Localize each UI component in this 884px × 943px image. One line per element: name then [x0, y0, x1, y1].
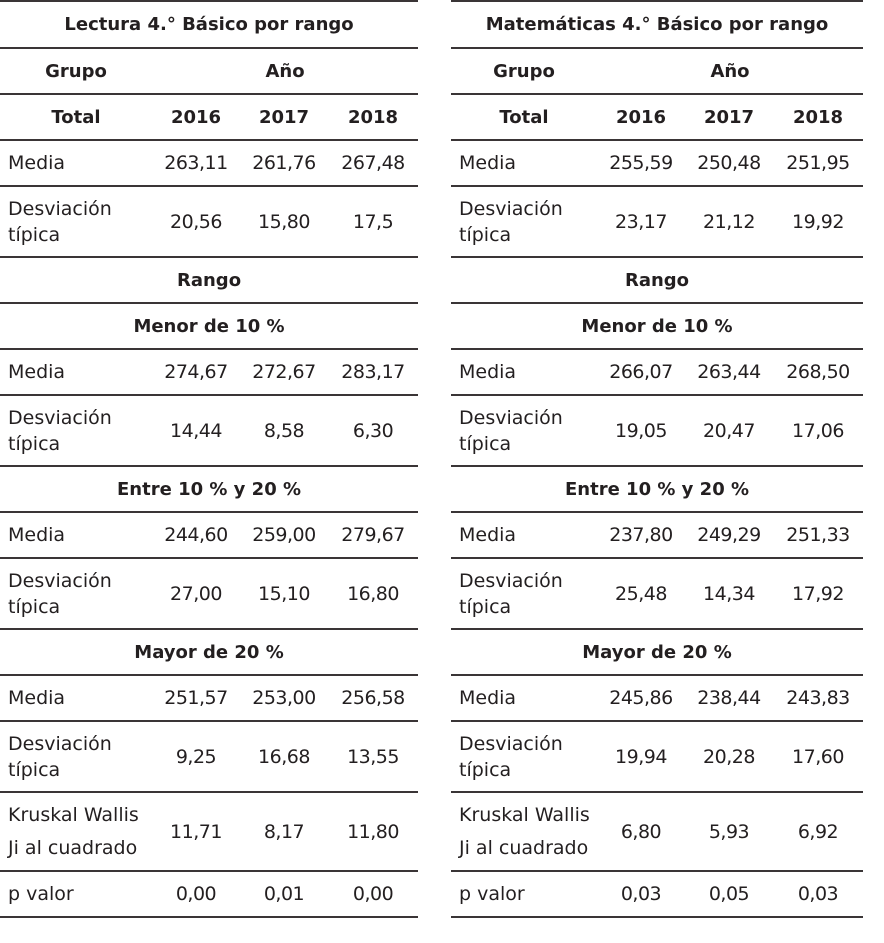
row-label: Media — [0, 512, 152, 558]
cell-value: 0,01 — [240, 871, 328, 917]
table-row — [451, 675, 863, 721]
cell-value: 16,80 — [328, 558, 418, 629]
cell-value: 256,58 — [328, 675, 418, 721]
row-label-line: típica — [8, 432, 61, 455]
table-row — [0, 395, 418, 466]
cell-value: 8,58 — [240, 395, 328, 466]
cell-value: 20,28 — [685, 721, 773, 792]
row-label-line: Ji al cuadrado — [459, 836, 589, 859]
row-label-line: Desviación — [8, 569, 112, 592]
cell-value: 8,17 — [240, 792, 328, 871]
cell-value: 14,44 — [152, 395, 240, 466]
row-label-line: Desviación — [459, 569, 563, 592]
row-label-line: Kruskal Wallis — [8, 803, 139, 826]
table-row — [451, 395, 863, 466]
total-label: Total — [0, 94, 152, 140]
row-label — [0, 558, 152, 629]
group-label: Grupo — [451, 48, 597, 94]
cell-value: 20,47 — [685, 395, 773, 466]
table-row — [0, 558, 418, 629]
table-row — [0, 349, 418, 395]
cell-value: 9,25 — [152, 721, 240, 792]
cell-value: 17,06 — [773, 395, 863, 466]
cell-value: 19,05 — [597, 395, 685, 466]
cell-value: 19,92 — [773, 186, 863, 257]
cell-value: 23,17 — [597, 186, 685, 257]
table-title: Lectura 4.° Básico por rango — [0, 1, 418, 48]
table-row — [451, 512, 863, 558]
table-row — [451, 721, 863, 792]
table-row — [451, 558, 863, 629]
row-label-line: Ji al cuadrado — [8, 836, 138, 859]
row-label — [451, 186, 597, 257]
table-row — [451, 792, 863, 871]
cell-value: 11,71 — [152, 792, 240, 871]
cell-value: 251,95 — [773, 140, 863, 186]
cell-value: 267,48 — [328, 140, 418, 186]
cell-value: 263,11 — [152, 140, 240, 186]
cell-value: 16,68 — [240, 721, 328, 792]
range-heading: Mayor de 20 % — [451, 629, 863, 675]
range-heading: Entre 10 % y 20 % — [0, 466, 418, 512]
row-label-line: Kruskal Wallis — [459, 803, 590, 826]
row-label-line: Desviación — [459, 406, 563, 429]
cell-value: 244,60 — [152, 512, 240, 558]
section-heading: Rango — [451, 257, 863, 303]
cell-value: 6,30 — [328, 395, 418, 466]
row-label — [451, 721, 597, 792]
table-row — [0, 186, 418, 257]
table-title: Matemáticas 4.° Básico por rango — [451, 1, 863, 48]
row-label-line: Desviación — [8, 732, 112, 755]
row-label-line: Desviación — [459, 197, 563, 220]
total-label: Total — [451, 94, 597, 140]
cell-value: 251,33 — [773, 512, 863, 558]
group-label: Grupo — [0, 48, 152, 94]
row-label: Media — [451, 512, 597, 558]
table-row — [0, 512, 418, 558]
cell-value: 17,60 — [773, 721, 863, 792]
row-label — [0, 792, 152, 871]
cell-value: 238,44 — [685, 675, 773, 721]
cell-value: 266,07 — [597, 349, 685, 395]
section-row — [0, 629, 418, 675]
cell-value: 0,03 — [597, 871, 685, 917]
table-row — [451, 140, 863, 186]
row-label-line: típica — [459, 758, 512, 781]
cell-value: 263,44 — [685, 349, 773, 395]
year-label: Año — [152, 48, 418, 94]
row-label: Media — [451, 349, 597, 395]
table-row — [451, 186, 863, 257]
row-label-line: típica — [459, 223, 512, 246]
cell-value: 27,00 — [152, 558, 240, 629]
cell-value: 283,17 — [328, 349, 418, 395]
cell-value: 25,48 — [597, 558, 685, 629]
cell-value: 274,67 — [152, 349, 240, 395]
year-header: 2018 — [773, 94, 863, 140]
year-header: 2018 — [328, 94, 418, 140]
row-label: Media — [0, 675, 152, 721]
title-row — [0, 1, 418, 48]
year-header: 2016 — [597, 94, 685, 140]
range-heading: Mayor de 20 % — [0, 629, 418, 675]
row-label-line: típica — [459, 432, 512, 455]
section-row — [451, 257, 863, 303]
matematicas-table — [451, 0, 863, 918]
row-label: p valor — [451, 871, 597, 917]
year-label: Año — [597, 48, 863, 94]
header-row — [0, 94, 418, 140]
row-label-line: Desviación — [8, 197, 112, 220]
section-heading: Rango — [0, 257, 418, 303]
row-label-line: típica — [8, 223, 61, 246]
table-row — [0, 721, 418, 792]
cell-value: 13,55 — [328, 721, 418, 792]
row-label — [451, 792, 597, 871]
section-row — [451, 629, 863, 675]
cell-value: 0,03 — [773, 871, 863, 917]
row-label — [0, 186, 152, 257]
cell-value: 255,59 — [597, 140, 685, 186]
range-heading: Entre 10 % y 20 % — [451, 466, 863, 512]
cell-value: 249,29 — [685, 512, 773, 558]
year-header: 2016 — [152, 94, 240, 140]
row-label-line: típica — [8, 758, 61, 781]
range-heading: Menor de 10 % — [451, 303, 863, 349]
cell-value: 253,00 — [240, 675, 328, 721]
table-row — [451, 871, 863, 917]
cell-value: 243,83 — [773, 675, 863, 721]
cell-value: 261,76 — [240, 140, 328, 186]
section-row — [0, 466, 418, 512]
section-row — [451, 303, 863, 349]
table-row — [0, 871, 418, 917]
cell-value: 272,67 — [240, 349, 328, 395]
cell-value: 245,86 — [597, 675, 685, 721]
cell-value: 250,48 — [685, 140, 773, 186]
year-header: 2017 — [685, 94, 773, 140]
row-label-line: típica — [8, 595, 61, 618]
row-label — [0, 721, 152, 792]
row-label — [0, 395, 152, 466]
section-row — [0, 303, 418, 349]
lectura-table — [0, 0, 418, 918]
row-label-line: típica — [459, 595, 512, 618]
section-row — [451, 466, 863, 512]
cell-value: 17,5 — [328, 186, 418, 257]
row-label: Media — [451, 140, 597, 186]
row-label: Media — [451, 675, 597, 721]
range-heading: Menor de 10 % — [0, 303, 418, 349]
cell-value: 251,57 — [152, 675, 240, 721]
group-row — [451, 48, 863, 94]
cell-value: 20,56 — [152, 186, 240, 257]
cell-value: 15,10 — [240, 558, 328, 629]
table-row — [0, 792, 418, 871]
row-label — [451, 558, 597, 629]
year-header: 2017 — [240, 94, 328, 140]
cell-value: 0,00 — [328, 871, 418, 917]
header-row — [451, 94, 863, 140]
cell-value: 6,92 — [773, 792, 863, 871]
cell-value: 19,94 — [597, 721, 685, 792]
cell-value: 279,67 — [328, 512, 418, 558]
row-label: p valor — [0, 871, 152, 917]
group-row — [0, 48, 418, 94]
table-row — [0, 675, 418, 721]
cell-value: 0,00 — [152, 871, 240, 917]
row-label-line: Desviación — [8, 406, 112, 429]
row-label-line: Desviación — [459, 732, 563, 755]
cell-value: 237,80 — [597, 512, 685, 558]
cell-value: 5,93 — [685, 792, 773, 871]
table-row — [0, 140, 418, 186]
cell-value: 14,34 — [685, 558, 773, 629]
cell-value: 17,92 — [773, 558, 863, 629]
row-label — [451, 395, 597, 466]
table-row — [451, 349, 863, 395]
title-row — [451, 1, 863, 48]
cell-value: 0,05 — [685, 871, 773, 917]
section-row — [0, 257, 418, 303]
cell-value: 11,80 — [328, 792, 418, 871]
cell-value: 268,50 — [773, 349, 863, 395]
cell-value: 6,80 — [597, 792, 685, 871]
cell-value: 259,00 — [240, 512, 328, 558]
cell-value: 15,80 — [240, 186, 328, 257]
row-label: Media — [0, 140, 152, 186]
row-label: Media — [0, 349, 152, 395]
cell-value: 21,12 — [685, 186, 773, 257]
